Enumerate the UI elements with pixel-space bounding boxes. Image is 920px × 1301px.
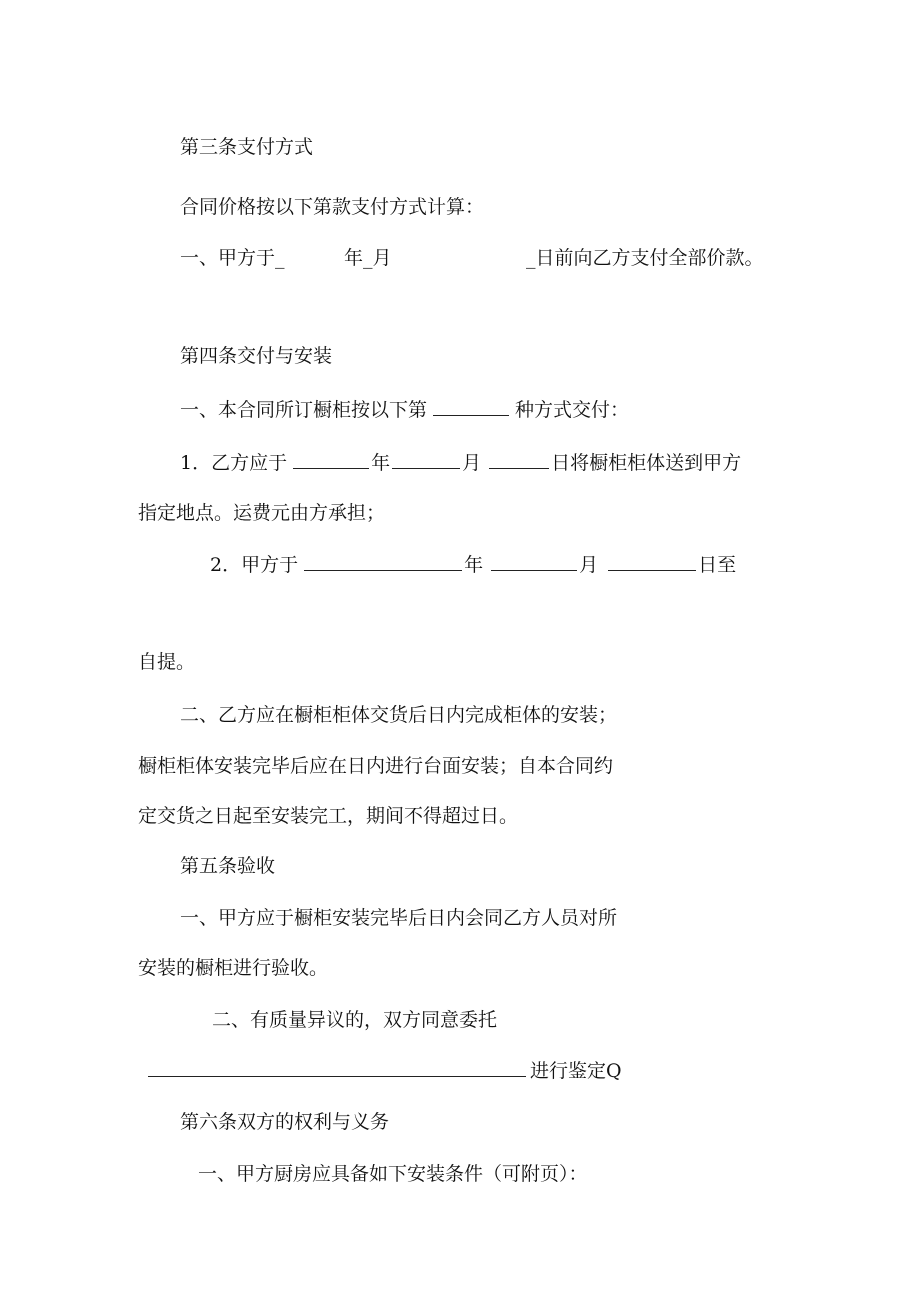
blank-line [608, 552, 696, 571]
blank-line [304, 552, 462, 571]
article-5-clause-2-line-1: 二、有质量异议的，双方同意委托 [212, 1009, 498, 1031]
article-4-clause-1 [180, 397, 629, 422]
article-4-clause-2-line-3: 定交货之日起至安装完工，期间不得超过日。 [138, 805, 519, 827]
article-4-item-2-a: 2．甲方于 [210, 554, 299, 576]
blank-line [293, 450, 369, 469]
article-4-item-1-a: 1．乙方应于 [180, 452, 288, 474]
blank-line [491, 552, 577, 571]
article-4-clause-1-a: 一、本合同所订橱柜按以下第 [180, 399, 428, 421]
article-4-clause-2-line-1: 二、乙方应在橱柜柜体交货后日内完成柜体的安装； [180, 704, 618, 726]
article-4-item-2-c: 月 [579, 554, 599, 576]
article-4-item-2-cont: 自提。 [138, 651, 196, 673]
article-3-title: 第三条支付方式 [180, 136, 314, 158]
article-4-title: 第四条交付与安装 [180, 345, 333, 367]
article-4-item-1-cont: 指定地点。运费元由方承担； [138, 502, 386, 524]
article-3-clause-1-c: _日前向乙方支付全部价款。 [526, 247, 764, 269]
article-4-item-1-c: 月 [462, 452, 482, 474]
article-4-item-1-b: 年 [371, 452, 391, 474]
blank-line [392, 450, 460, 469]
article-4-item-1 [180, 450, 741, 475]
blank-line [148, 1058, 526, 1077]
article-6-clause-1: 一、甲方厨房应具备如下安装条件（可附页）： [198, 1163, 588, 1185]
article-4-clause-2-line-2: 橱柜柜体安装完毕后应在日内进行台面安装；自本合同约 [138, 755, 614, 777]
article-4-item-2-d: 日至 [698, 554, 737, 576]
article-5-clause-2-line-2 [148, 1058, 622, 1083]
blank-line [433, 397, 509, 416]
article-5-clause-2-line-2-text: 进行鉴定Q [530, 1060, 622, 1082]
article-6-title: 第六条双方的权利与义务 [180, 1111, 390, 1133]
article-4-item-2 [210, 552, 736, 577]
article-4-item-2-b: 年 [464, 554, 484, 576]
article-5-clause-1-line-2: 安装的橱柜进行验收。 [138, 957, 329, 979]
article-3-intro: 合同价格按以下第款支付方式计算： [180, 196, 485, 218]
article-3-clause-1-b: 年_月 [344, 247, 392, 269]
article-5-title: 第五条验收 [180, 855, 276, 877]
article-5-clause-1-line-1: 一、甲方应于橱柜安装完毕后日内会同乙方人员对所 [180, 907, 618, 929]
blank-line [489, 450, 549, 469]
article-4-item-1-d: 日将橱柜柜体送到甲方 [551, 452, 742, 474]
article-4-clause-1-b: 种方式交付： [515, 399, 630, 421]
article-3-clause-1-a: 一、甲方于_ [180, 247, 285, 269]
